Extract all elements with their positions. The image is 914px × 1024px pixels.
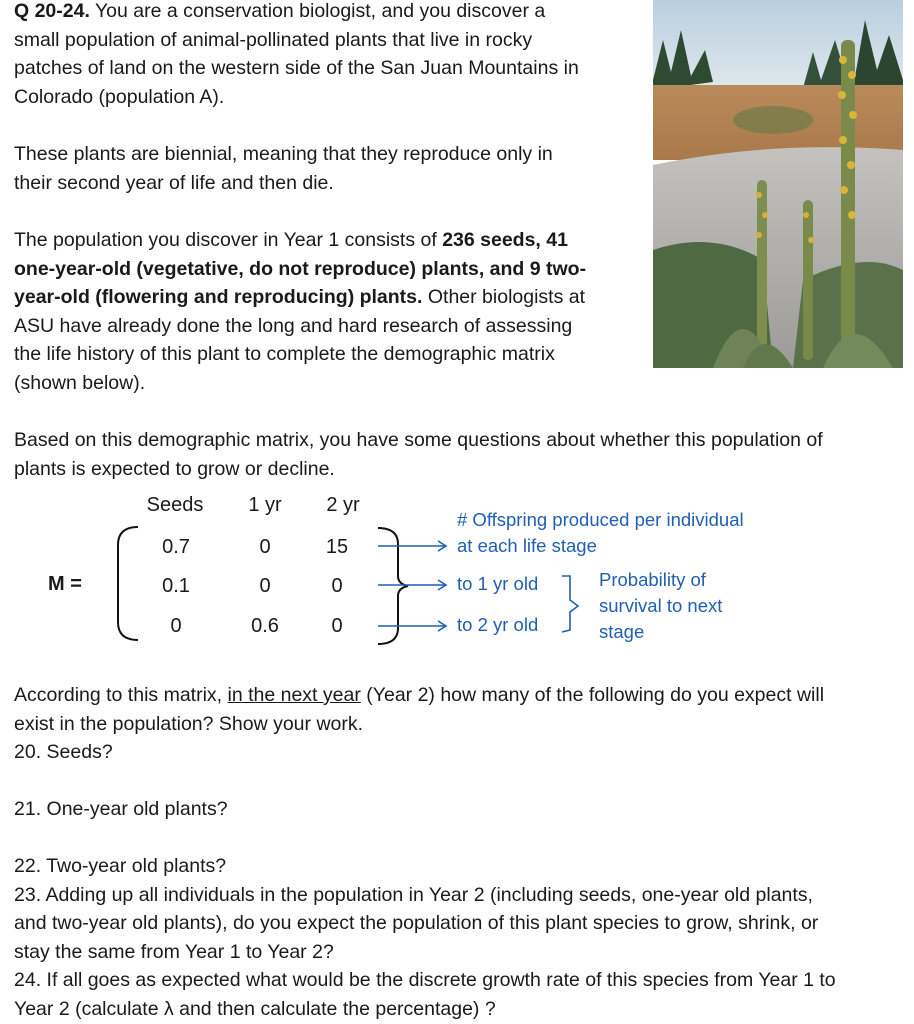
matrix-cell-r3c3: 0 bbox=[331, 615, 343, 637]
matrix-cell-r1c1: 0.7 bbox=[162, 536, 190, 558]
population-line-5: the life history of this plant to complete the demographic matrix bbox=[14, 343, 555, 365]
annotation-to-2yr: to 2 yr old bbox=[457, 614, 539, 635]
question-id: Q 20-24. bbox=[14, 0, 90, 22]
matrix-header-2yr: 2 yr bbox=[326, 494, 360, 516]
biennial-line-1: These plants are biennial, meaning that they reproduce only in bbox=[14, 143, 553, 165]
matrix-left-bracket bbox=[118, 527, 138, 640]
based-line-2: plants is expected to grow or decline. bbox=[14, 457, 335, 480]
based-line-1: Based on this demographic matrix, you have some questions about whether this population of bbox=[14, 429, 823, 451]
population-line-4: ASU have already done the long and hard research of assessing bbox=[14, 314, 573, 337]
matrix-cell-r2c1: 0.1 bbox=[162, 575, 190, 597]
matrix-header-seeds: Seeds bbox=[146, 494, 204, 516]
matrix-cell-r2c2: 0 bbox=[259, 575, 271, 597]
matrix-header-1yr: 1 yr bbox=[248, 494, 282, 516]
intro-text-1: You are a conservation biologist, and you discover a bbox=[94, 0, 546, 22]
question-22: 22. Two-year old plants? bbox=[14, 855, 227, 877]
annotation-survival-2: survival to next bbox=[599, 595, 723, 616]
matrix-label: M = bbox=[48, 573, 82, 595]
intro-line-4: Colorado (population A). bbox=[14, 85, 225, 108]
survival-brace bbox=[562, 576, 578, 632]
matrix-cell-r3c2: 0.6 bbox=[251, 615, 279, 637]
according-line-2: exist in the population? Show your work. bbox=[14, 712, 364, 735]
population-line-3: year-old (flowering and reproducing) plants. Other biologists at bbox=[14, 286, 586, 308]
population-line-6: (shown below). bbox=[14, 371, 146, 394]
according-line-1: According to this matrix, in the next year (Year 2) how many of the following do you expect will bbox=[14, 684, 825, 706]
annotation-survival-1: Probability of bbox=[599, 569, 706, 590]
population-line-1: The population you discover in Year 1 consists of 236 seeds, 41 bbox=[14, 229, 568, 251]
question-21: 21. One-year old plants? bbox=[14, 798, 228, 820]
annotation-survival-3: stage bbox=[599, 621, 645, 642]
question-20: 20. Seeds? bbox=[14, 741, 113, 763]
matrix-cell-r1c3: 15 bbox=[325, 536, 349, 558]
population-line-2: one-year-old (vegetative, do not reproduce) plants, and 9 two- bbox=[14, 257, 587, 280]
annotation-to-1yr: to 1 yr old bbox=[457, 573, 539, 594]
matrix-cell-r2c3: 0 bbox=[331, 575, 343, 597]
question-23-line-1: 23. Adding up all individuals in the population in Year 2 (including seeds, one-year old plants, bbox=[14, 883, 813, 906]
matrix-cell-r3c1: 0 bbox=[170, 615, 182, 637]
intro-line-3: patches of land on the western side of the San Juan Mountains in bbox=[14, 57, 579, 79]
annotation-offspring-2: at each life stage bbox=[457, 535, 597, 556]
question-24-line-2: Year 2 (calculate λ and then calculate the percentage) ? bbox=[14, 997, 496, 1020]
question-23-line-2: and two-year old plants), do you expect the population of this plant species to grow, shrink, or bbox=[14, 912, 819, 934]
intro-line-2: small population of animal-pollinated plants that live in rocky bbox=[14, 28, 533, 51]
question-23-line-3: stay the same from Year 1 to Year 2? bbox=[14, 940, 334, 963]
biennial-line-2: their second year of life and then die. bbox=[14, 171, 334, 194]
annotation-offspring-1: # Offspring produced per individual bbox=[457, 509, 744, 530]
matrix-cell-r1c2: 0 bbox=[259, 536, 271, 558]
question-24-line-1: 24. If all goes as expected what would be the discrete growth rate of this species from Year 1 to bbox=[14, 969, 836, 991]
